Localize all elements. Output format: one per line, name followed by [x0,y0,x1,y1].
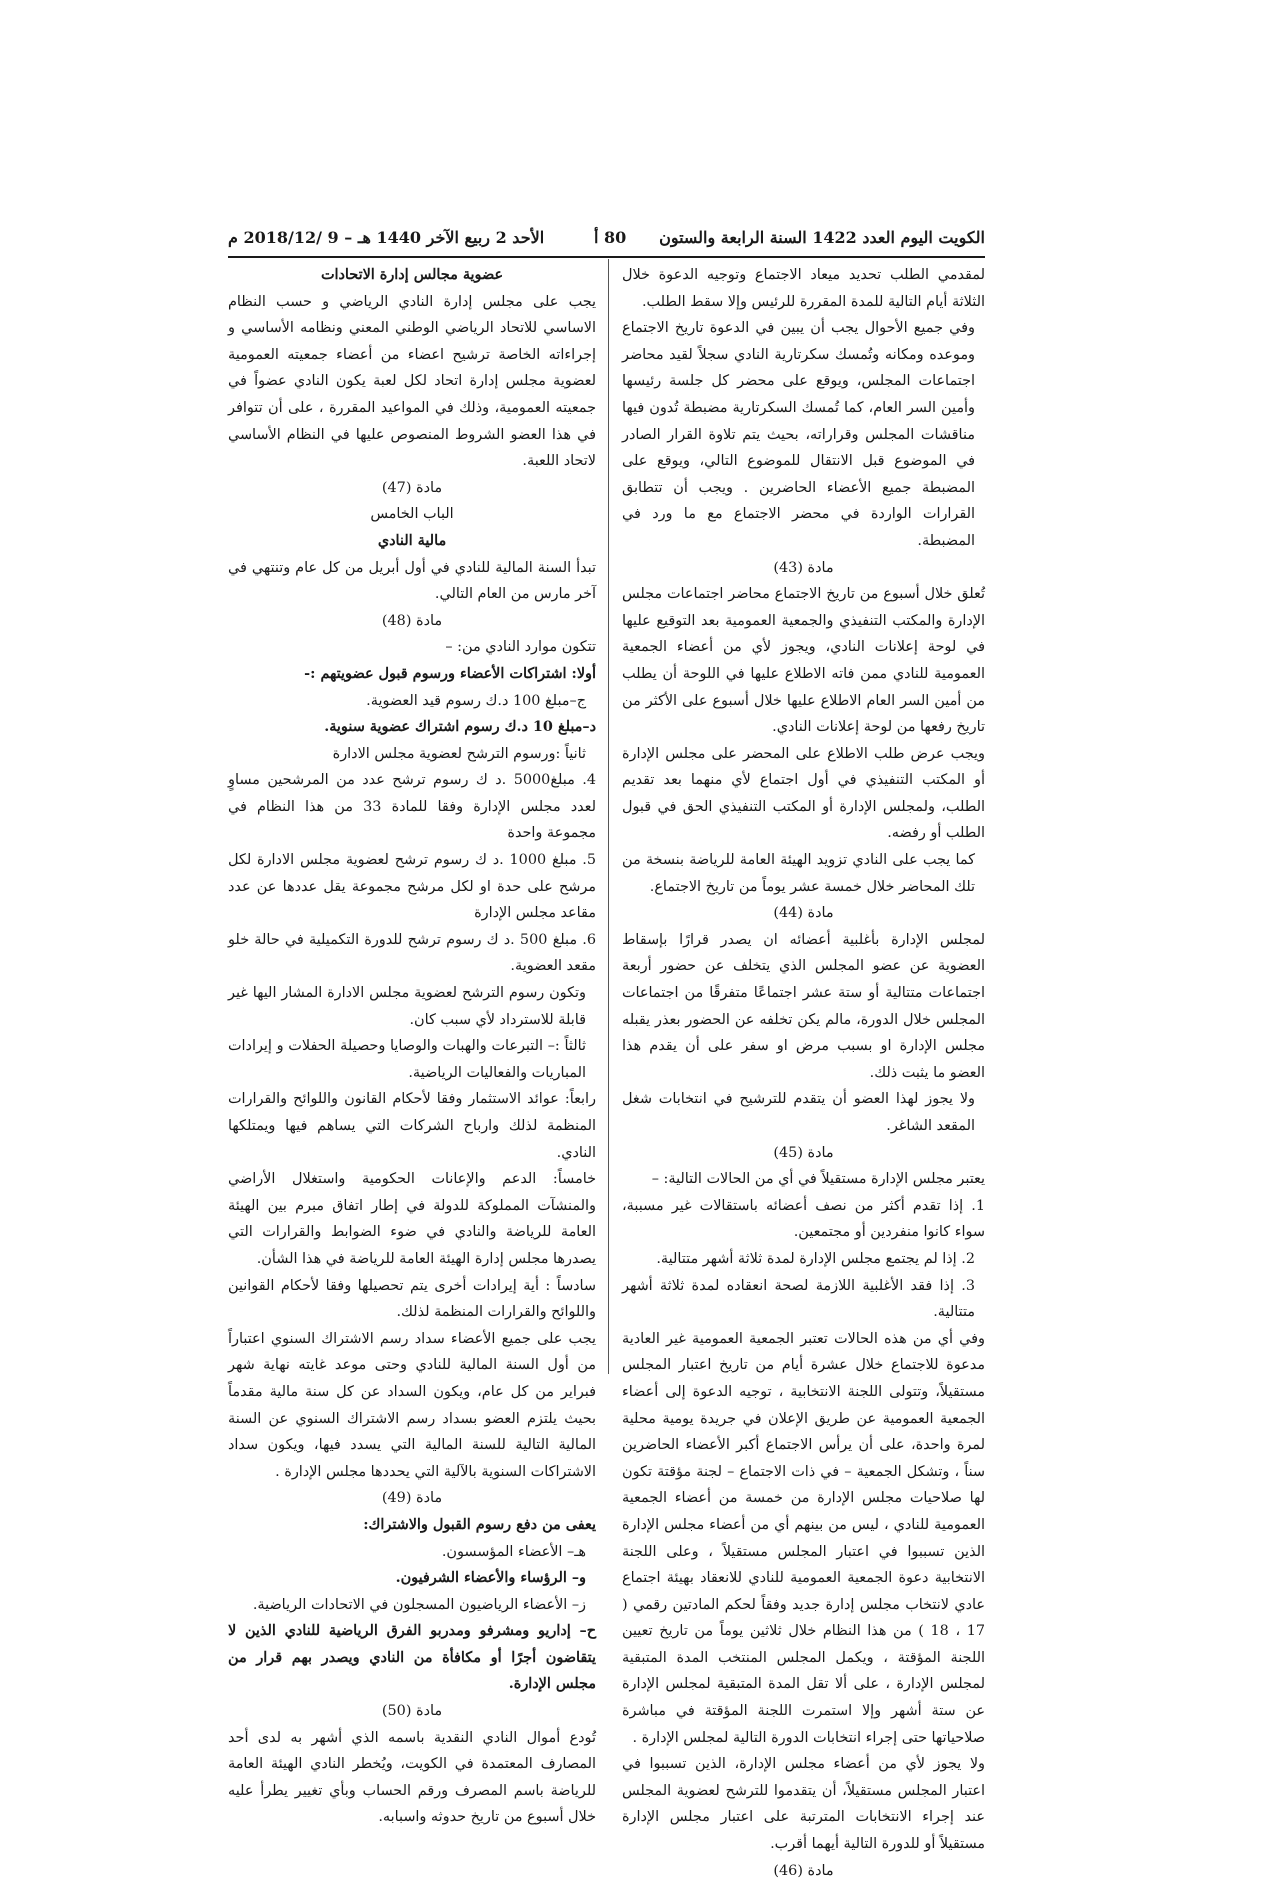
list-item: 6. مبلغ 500 .د ك رسوم ترشح للدورة التكميلية في حالة خلو مقعد العضوية. [228,931,596,975]
list-item: رابعاً: عوائد الاستثمار وفقا لأحكام القانون واللوائح والقرارات المنظمة لذلك وارباح الشركات التي يساهم فيها ويمتلكها النادي. [228,1091,596,1161]
list-item: ثالثاً :– التبرعات والهبات والوصايا وحصيلة الحفلات و إيرادات المباريات والفعاليات الرياضية. [228,1038,586,1081]
paragraph: وفي أي من هذه الحالات تعتبر الجمعية العمومية غير العادية مدعوة للاجتماع خلال عشرة أيام من تاريخ اعتبار المجلس مستقيلاً، وتتولى اللجنة الانتخابية ، توجيه الدعوة إلى أعضاء الجمعية العمومية عن طريق الإعلان في جريدة يومية محلية لمرة واحدة، على أن يرأس الاجتماع أكبر الأعضاء الحاضرين سناً ، وتشكل الجمعية – في ذات الاجتماع – لجنة مؤقتة تكون لها صلاحيات مجلس الإدارة من خمسة من أعضاء الجمعية العمومية للنادي ، ليس من بينهم أي من أعضاء مجلس الإدارة الذين تسببوا في اعتبار المجلس مستقيلاً ، وعلى اللجنة الانتخابية دعوة الجمعية العمومية للنادي للانعقاد بهيئة اجتماع عادي لانتخاب مجلس إدارة جديد وفقاً لحكم المادتين رقمي ( 17 ، 18 ) من هذا النظام خلال ثلاثين يوماً من تاريخ تعيين اللجنة المؤقتة ، ويكمل المجلس المنتخب المدة المتبقية لمجلس الإدارة ، على ألا تقل المدة المتبقية لمجلس الإدارة عن ستة أشهر وإلا استمرت اللجنة المؤقتة في مباشرة صلاحياتها حتى إجراء انتخابات الدورة التالية لمجلس الإدارة . [622,1330,986,1746]
article-heading: مادة (45) [773,1144,834,1161]
list-item: 2. إذا لم يجتمع مجلس الإدارة لمدة ثلاثة أشهر متتالية. [656,1250,975,1267]
paragraph: لمجلس الإدارة بأغلبية أعضائه ان يصدر قرارًا بإسقاط العضوية عن عضو المجلس الذي يتخلف عن حضور أربعة اجتماعات متتالية أو ستة عشر اجتماعًا متفرقًا من اجتماعات المجلس خلال الدورة، مالم يكن تخلفه عن الحضور بعذر يقبله مجلس الإدارة او بسبب مرض او سفر على أن يقدم هذا العضو ما يثبت ذلك. [622,931,985,1081]
paragraph: يجب على مجلس إدارة النادي الرياضي و حسب النظام الاساسي للاتحاد الرياضي الوطني المعني ونظامه الأساسي و إجراءاته الخاصة ترشيح اعضاء من أعضاء جمعيته العمومية لعضوية مجلس إدارة اتحاد لكل لعبة يكون النادي عضواً في جمعيته العمومية، وذلك في المواعيد المقررة ، على أن تتوافر في هذا العضو الشروط المنصوص عليها في النظام الأساسي لاتحاد اللعبة. [228,293,596,470]
paragraph: وفي جميع الأحوال يجب أن يبين في الدعوة تاريخ الاجتماع وموعده ومكانه وتُمسك سكرتارية النادي سجلاً لقيد محاضر اجتماعات المجلس، ويوقع على محضر كل جلسة رئيسها وأمين السر العام، كما تُمسك السكرتارية مضبطة تُدون فيها مناقشات المجلس وقراراته، بحيث يتم تلاوة القرار الصادر في الموضوع قبل الانتقال للموضوع التالي، ويوقع على المضبطة جميع الأعضاء الحاضرين . ويجب أن تتطابق القرارات الواردة في محضر الاجتماع مع ما ورد في المضبطة. [622,320,975,549]
chapter-heading: الباب الخامس [370,506,454,523]
article-heading: مادة (46) [773,1862,834,1879]
paragraph: ولا يجوز لأي من أعضاء مجلس الإدارة، الذين تسببوا في اعتبار المجلس مستقيلاً، أن يتقدموا للترشح لعضوية المجلس عند إجراء الانتخابات المترتبة على اعتبار مجلس الإدارة مستقيلاً أو للدورة التالية أيهما أقرب. [622,1756,985,1853]
header-page-number: 80 أ [594,228,627,247]
list-item: د–مبلغ 10 د.ك رسوم اشتراك عضوية سنوية. [324,718,596,736]
paragraph: يجب على جميع الأعضاء سداد رسم الاشتراك السنوي اعتباراً من أول السنة المالية للنادي وحتى موعد غايته نهاية شهر فبراير من كل عام، ويكون السداد عن كل سنة مالية مقدماً بحيث يلتزم العضو بسداد رسم الاشتراك السنوي عن السنة المالية التالية للسنة المالية التي يسدد فيها، ويكون سداد الاشتراكات السنوية بالآلية التي يحددها مجلس الإدارة . [228,1330,596,1480]
list-item: سادساً : أية إيرادات أخرى يتم تحصيلها وفقا لأحكام القوانين واللوائح والقرارات المنظمة لذلك. [228,1277,596,1321]
right-column [622,262,985,1884]
article-heading: مادة (47) [381,479,443,496]
article-heading: مادة (43) [773,559,834,576]
paragraph: تُودع أموال النادي النقدية باسمه الذي أشهر به لدى أحد المصارف المعتمدة في الكويت، ويُخطر النادي الهيئة العامة للرياضة باسم المصرف ورقم الحساب وبأي تغيير يطرأ عليه خلال أسبوع من تاريخ حدوثه واسبابه. [228,1729,596,1826]
header-issue: الكويت اليوم العدد 1422 السنة الرابعة والستون [659,228,985,247]
header-rule [228,256,985,258]
paragraph: كما يجب على النادي تزويد الهيئة العامة للرياضة بنسخة من تلك المحاضر خلال خمسة عشر يوماً من تاريخ الاجتماع. [622,852,975,895]
list-item: 5. مبلغ 1000 .د ك رسوم ترشح لعضوية مجلس الادارة لكل مرشح على حدة او لكل مرشح مجموعة يقل عددها عن عدد مقاعد مجلس الإدارة [228,852,597,922]
list-item: ج–مبلغ 100 د.ك رسوم قيد العضوية. [366,692,586,709]
column-divider [608,259,609,1374]
list-item: ح– إداريو ومشرفو ومدربو الفرق الرياضية للنادي الذين لا يتقاضون أجرًا أو مكافأة من النادي ويصدر بهم قرار من مجلس الإدارة. [228,1622,596,1693]
article-heading: مادة (49) [381,1490,443,1507]
list-item: أولا: اشتراكات الأعضاء ورسوم قبول عضويتهم :- [304,664,596,682]
paragraph: يعتبر مجلس الإدارة مستقيلاً في أي من الحالات التالية: – [651,1171,985,1188]
list-item: 1. إذا تقدم أكثر من نصف أعضائه باستقالات غير مسببة، سواء كانوا منفردين أو مجتمعين. [622,1197,985,1241]
list-item: خامساً: الدعم والإعانات الحكومية واستغلال الأراضي والمنشآت المملوكة للدولة في إطار اتفاق مبرم بين الهيئة العامة للرياضة والنادي في ضوء الضوابط والقرارات التي يصدرها مجلس إدارة الهيئة العامة للرياضة في هذا الشأن. [228,1171,596,1267]
list-item: ز– الأعضاء الرياضيون المسجلون في الاتحادات الرياضية. [252,1596,586,1613]
article-heading: مادة (44) [773,905,834,922]
list-item: ثانياً :ورسوم الترشح لعضوية مجلس الادارة [332,745,586,762]
paragraph: وتكون رسوم الترشح لعضوية مجلس الادارة المشار اليها غير قابلة للاسترداد لأي سبب كان. [228,985,586,1028]
article-heading: مادة (50) [381,1703,443,1720]
list-item: هـ– الأعضاء المؤسسون. [441,1543,586,1560]
paragraph: تتكون موارد النادي من: – [445,639,596,656]
page-header [228,228,985,254]
chapter-title: مالية النادي [377,531,447,549]
header-date: الأحد 2 ربيع الآخر 1440 هـ – 9 /2018/12 م [228,228,545,247]
list-item: 3. إذا فقد الأغلبية اللازمة لصحة انعقاده لمدة ثلاثة أشهر متتالية. [622,1277,975,1321]
paragraph: لمقدمي الطلب تحديد ميعاد الاجتماع وتوجيه الدعوة خلال الثلاثة أيام التالية للمدة المقررة للرئيس وإلا سقط الطلب. [622,267,985,310]
list-item: و– الرؤساء والأعضاء الشرفيون. [395,1569,586,1587]
paragraph: ويجب عرض طلب الاطلاع على المحضر على مجلس الإدارة أو المكتب التنفيذي في أول اجتماع لأي منهما بعد تقديم الطلب، ولمجلس الإدارة أو المكتب التنفيذي الحق في قبول الطلب أو رفضه. [622,745,985,842]
paragraph: يعفى من دفع رسوم القبول والاشتراك: [363,1515,596,1533]
paragraph: ولا يجوز لهذا العضو أن يتقدم للترشيح في انتخابات شغل المقعد الشاغر. [622,1091,975,1134]
left-column [228,262,596,1831]
paragraph: تُعلق خلال أسبوع من تاريخ الاجتماع محاضر اجتماعات مجلس الإدارة والمكتب التنفيذي والجمعية العمومية بعد التوقيع عليها في لوحة إعلانات النادي، ويجوز لأي من أعضاء الجمعية العمومية للنادي ممن فاته الاطلاع عليها في اللوحة أن يطلب من أمين السر العام الاطلاع عليها خلال أسبوع على الأكثر من تاريخ رفعها من لوحة إعلانات النادي. [622,586,985,736]
article-heading: مادة (48) [381,612,443,629]
section-heading: عضوية مجالس إدارة الاتحادات [320,266,504,283]
list-item: 4. مبلغ5000 .د ك رسوم ترشح عدد من المرشحين مساوٍ لعدد مجلس الإدارة وفقا للمادة 33 من هذا النظام في مجموعة واحدة [228,772,596,842]
paragraph: تبدأ السنة المالية للنادي في أول أبريل من كل عام وتنتهي في آخر مارس من العام التالي. [228,559,596,603]
